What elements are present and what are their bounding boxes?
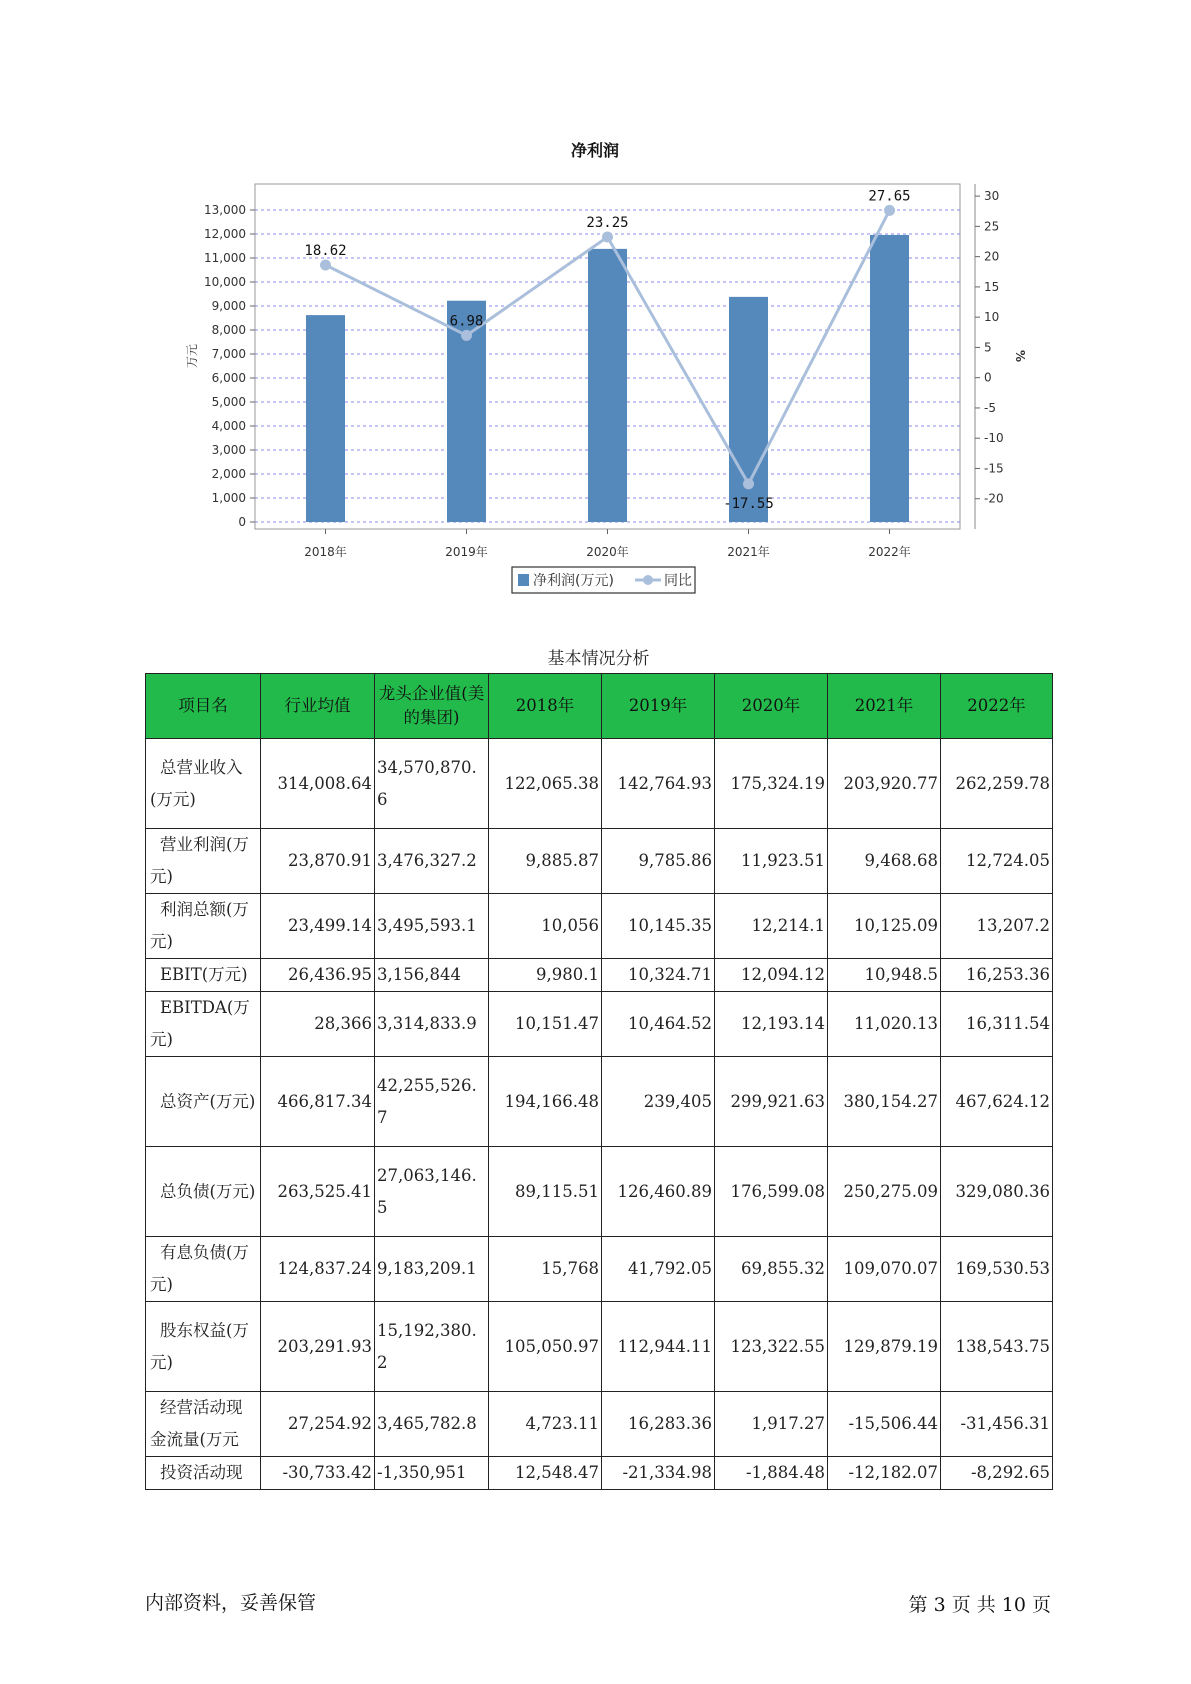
line-point	[743, 478, 754, 489]
header-year-2020: 2020年	[715, 674, 828, 739]
row-year-value: 10,125.09	[828, 894, 941, 959]
row-year-value: 41,792.05	[602, 1237, 715, 1302]
row-year-value: 13,207.2	[941, 894, 1053, 959]
y-axis-label: 万元	[185, 343, 199, 369]
legend-label-net-profit: 净利润(万元)	[533, 573, 614, 589]
row-item-name: 经营活动现金流量(万元	[146, 1392, 261, 1457]
row-industry-average: 466,817.34	[261, 1057, 375, 1147]
y-tick-label: 1,000	[211, 491, 246, 505]
y2-tick-label: -20	[984, 491, 1004, 506]
y-tick-label: 5,000	[211, 395, 246, 409]
row-leader-value: 42,255,526.7	[375, 1057, 489, 1147]
y2-tick-label: -15	[984, 461, 1004, 476]
x-tick-label: 2019年	[445, 545, 488, 559]
row-industry-average: 27,254.92	[261, 1392, 375, 1457]
line-point	[602, 231, 613, 242]
table-row	[146, 894, 1053, 959]
row-year-value: 126,460.89	[602, 1147, 715, 1237]
row-year-value: 105,050.97	[489, 1302, 602, 1392]
row-year-value: -15,506.44	[828, 1392, 941, 1457]
table-row	[146, 1237, 1053, 1302]
bar	[588, 249, 627, 522]
row-industry-average: 26,436.95	[261, 959, 375, 992]
row-year-value: 4,723.11	[489, 1392, 602, 1457]
row-year-value: 10,464.52	[602, 992, 715, 1057]
y-tick-label: 10,000	[204, 275, 246, 289]
y-tick-label: 8,000	[211, 323, 246, 337]
row-leader-value: 3,476,327.2	[375, 829, 489, 894]
row-year-value: 12,548.47	[489, 1457, 602, 1490]
line-point	[461, 330, 472, 341]
row-item-name: 股东权益(万元)	[146, 1302, 261, 1392]
row-year-value: -12,182.07	[828, 1457, 941, 1490]
row-year-value: 1,917.27	[715, 1392, 828, 1457]
row-industry-average: 314,008.64	[261, 739, 375, 829]
row-year-value: 250,275.09	[828, 1147, 941, 1237]
row-year-value: 16,283.36	[602, 1392, 715, 1457]
row-year-value: 10,151.47	[489, 992, 602, 1057]
header-year-2019: 2019年	[602, 674, 715, 739]
row-leader-value: 27,063,146.5	[375, 1147, 489, 1237]
row-item-name: 投资活动现	[146, 1457, 261, 1490]
row-year-value: 10,056	[489, 894, 602, 959]
table-row	[146, 992, 1053, 1057]
basic-analysis-table	[145, 673, 1053, 1490]
row-year-value: 129,879.19	[828, 1302, 941, 1392]
y2-tick-label: -10	[984, 431, 1004, 446]
row-item-name: EBITDA(万元)	[146, 992, 261, 1057]
row-industry-average: 203,291.93	[261, 1302, 375, 1392]
y-tick-label: 9,000	[211, 299, 246, 313]
table-row	[146, 1457, 1053, 1490]
x-tick-label: 2018年	[304, 545, 347, 559]
y-tick-label: 0	[238, 515, 246, 529]
row-year-value: 12,214.1	[715, 894, 828, 959]
row-year-value: 122,065.38	[489, 739, 602, 829]
y-tick-label: 12,000	[204, 227, 246, 241]
row-year-value: 69,855.32	[715, 1237, 828, 1302]
y2-tick-label: 10	[984, 310, 1000, 325]
legend-label-yoy: 同比	[664, 573, 692, 589]
row-leader-value: 3,156,844	[375, 959, 489, 992]
table-body	[146, 739, 1053, 1490]
row-year-value: 175,324.19	[715, 739, 828, 829]
row-year-value: 89,115.51	[489, 1147, 602, 1237]
y-tick-label: 11,000	[204, 251, 246, 265]
row-leader-value: -1,350,951	[375, 1457, 489, 1490]
row-year-value: -1,884.48	[715, 1457, 828, 1490]
header-year-2021: 2021年	[828, 674, 941, 739]
row-year-value: -31,456.31	[941, 1392, 1053, 1457]
bar	[870, 235, 909, 522]
row-year-value: 299,921.63	[715, 1057, 828, 1147]
row-year-value: 194,166.48	[489, 1057, 602, 1147]
row-year-value: 10,324.71	[602, 959, 715, 992]
row-year-value: 11,923.51	[715, 829, 828, 894]
row-industry-average: 28,366	[261, 992, 375, 1057]
row-item-name: EBIT(万元)	[146, 959, 261, 992]
y2-tick-label: 20	[984, 249, 1000, 264]
data-label: 23.25	[586, 214, 629, 231]
data-label: -17.55	[723, 495, 774, 512]
row-item-name: 有息负债(万元)	[146, 1237, 261, 1302]
row-leader-value: 15,192,380.2	[375, 1302, 489, 1392]
footer-confidential-note: 内部资料，妥善保管	[145, 1592, 317, 1614]
header-item: 项目名	[146, 674, 261, 739]
row-item-name: 总资产(万元)	[146, 1057, 261, 1147]
row-year-value: 16,311.54	[941, 992, 1053, 1057]
x-tick-label: 2020年	[586, 545, 629, 559]
y2-tick-label: -5	[984, 400, 996, 415]
row-leader-value: 9,183,209.1	[375, 1237, 489, 1302]
row-year-value: 16,253.36	[941, 959, 1053, 992]
row-leader-value: 3,314,833.9	[375, 992, 489, 1057]
row-year-value: 380,154.27	[828, 1057, 941, 1147]
y2-tick-label: 15	[984, 279, 1000, 294]
row-year-value: 176,599.08	[715, 1147, 828, 1237]
row-year-value: 9,785.86	[602, 829, 715, 894]
row-year-value: 203,920.77	[828, 739, 941, 829]
data-label: 27.65	[868, 188, 911, 205]
row-leader-value: 3,495,593.1	[375, 894, 489, 959]
row-year-value: 15,768	[489, 1237, 602, 1302]
chart-legend	[512, 567, 695, 593]
header-year-2022: 2022年	[941, 674, 1053, 739]
data-label: 18.62	[304, 242, 347, 259]
row-leader-value: 34,570,870.6	[375, 739, 489, 829]
row-year-value: -8,292.65	[941, 1457, 1053, 1490]
legend-line-marker	[643, 575, 653, 585]
table-row	[146, 1147, 1053, 1237]
y-tick-label: 2,000	[211, 467, 246, 481]
row-item-name: 总负债(万元)	[146, 1147, 261, 1237]
y-tick-label: 13,000	[204, 203, 246, 217]
row-year-value: 142,764.93	[602, 739, 715, 829]
row-year-value: 138,543.75	[941, 1302, 1053, 1392]
x-tick-label: 2022年	[868, 545, 911, 559]
row-year-value: -21,334.98	[602, 1457, 715, 1490]
y2-tick-label: 25	[984, 219, 1000, 234]
row-year-value: 467,624.12	[941, 1057, 1053, 1147]
chart-title: 净利润	[570, 141, 620, 160]
bar	[306, 315, 345, 522]
table-row	[146, 1057, 1053, 1147]
chart-svg	[160, 130, 1030, 600]
net-profit-chart	[160, 130, 1030, 600]
table-row	[146, 739, 1053, 829]
row-year-value: 239,405	[602, 1057, 715, 1147]
row-item-name: 营业利润(万元)	[146, 829, 261, 894]
y-tick-label: 7,000	[211, 347, 246, 361]
row-item-name: 利润总额(万元)	[146, 894, 261, 959]
row-year-value: 10,948.5	[828, 959, 941, 992]
line-point	[320, 259, 331, 270]
table-row	[146, 829, 1053, 894]
row-year-value: 123,322.55	[715, 1302, 828, 1392]
y-tick-label: 6,000	[211, 371, 246, 385]
y2-axis-label: %	[1013, 349, 1027, 363]
header-year-2018: 2018年	[489, 674, 602, 739]
row-year-value: 169,530.53	[941, 1237, 1053, 1302]
row-year-value: 329,080.36	[941, 1147, 1053, 1237]
row-year-value: 109,070.07	[828, 1237, 941, 1302]
row-year-value: 11,020.13	[828, 992, 941, 1057]
row-industry-average: 124,837.24	[261, 1237, 375, 1302]
table-row	[146, 1302, 1053, 1392]
footer-page-number: 第 3 页 共 10 页	[908, 1594, 1051, 1616]
row-item-name: 总营业收入(万元)	[146, 739, 261, 829]
y2-tick-label: 30	[984, 189, 1000, 204]
row-year-value: 12,724.05	[941, 829, 1053, 894]
row-leader-value: 3,465,782.8	[375, 1392, 489, 1457]
row-year-value: 9,468.68	[828, 829, 941, 894]
row-year-value: 262,259.78	[941, 739, 1053, 829]
table-row	[146, 959, 1053, 992]
header-leader-value: 龙头企业值(美的集团)	[375, 674, 489, 739]
row-year-value: 9,885.87	[489, 829, 602, 894]
row-year-value: 10,145.35	[602, 894, 715, 959]
row-industry-average: 23,499.14	[261, 894, 375, 959]
legend-bar-swatch	[518, 574, 529, 586]
table-row	[146, 1392, 1053, 1457]
row-industry-average: -30,733.42	[261, 1457, 375, 1490]
table-caption: 基本情况分析	[547, 649, 650, 669]
row-year-value: 9,980.1	[489, 959, 602, 992]
data-label: 6.98	[449, 313, 484, 330]
row-industry-average: 23,870.91	[261, 829, 375, 894]
y2-tick-label: 5	[984, 340, 992, 355]
row-year-value: 12,193.14	[715, 992, 828, 1057]
x-tick-label: 2021年	[727, 545, 770, 559]
y2-tick-label: 0	[984, 370, 992, 385]
row-year-value: 112,944.11	[602, 1302, 715, 1392]
line-point	[884, 205, 895, 216]
y-tick-label: 3,000	[211, 443, 246, 457]
y-tick-label: 4,000	[211, 419, 246, 433]
row-year-value: 12,094.12	[715, 959, 828, 992]
row-industry-average: 263,525.41	[261, 1147, 375, 1237]
table-header-row	[146, 674, 1053, 739]
header-industry-average: 行业均值	[261, 674, 375, 739]
